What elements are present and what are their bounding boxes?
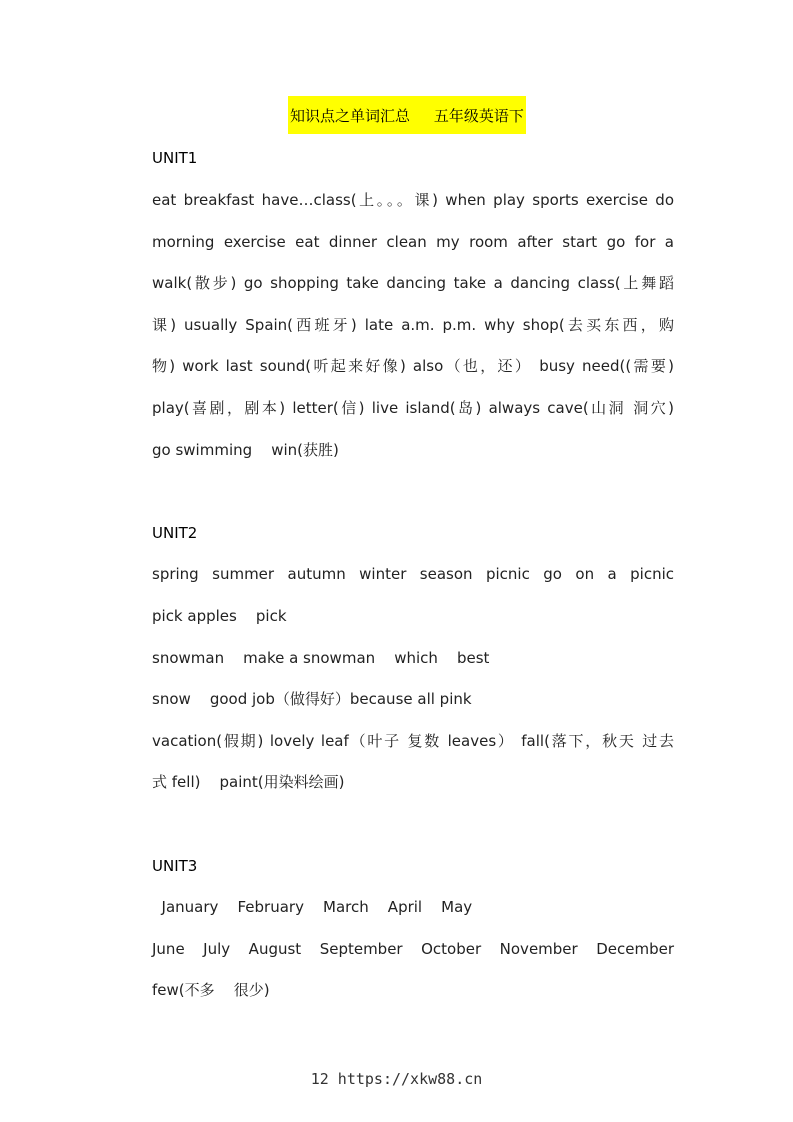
vocab-line: few(不多 很少) [152,981,270,999]
vocab-line: snowman make a snowman which best [152,649,490,667]
vocab-line: pick apples pick [152,607,287,625]
vocab-line: 式 fell) paint(用染料绘画) [152,773,345,791]
vocab-line: 物) work last sound(听起来好像) also（也，还） busy need((需要) [152,357,674,375]
unit-heading: UNIT3 [152,857,198,875]
vocab-line: eat breakfast have…class(上。。。课) when play sports exercise do [152,191,674,209]
vocab-line: June July August September October November December [152,940,674,958]
page-footer: 12 https://xkw88.cn [310,1070,483,1088]
vocab-line: morning exercise eat dinner clean my room after start go for a [152,233,674,251]
vocab-line: 课) usually Spain(西班牙) late a.m. p.m. why shop(去买东西，购 [152,316,674,334]
vocab-line: go swimming win(获胜) [152,441,339,459]
vocab-line: vacation(假期) lovely leaf（叶子 复数 leaves） fall(落下，秋天 过去 [152,732,674,750]
vocab-line: snow good job（做得好）because all pink [152,690,472,708]
page-title: 知识点之单词汇总 五年级英语下 [288,96,526,134]
vocab-line: spring summer autumn winter season picnic go on a picnic [152,565,674,583]
unit-heading: UNIT1 [152,149,198,167]
vocab-line: January February March April May [152,898,473,916]
unit-heading: UNIT2 [152,524,198,542]
vocab-line: play(喜剧，剧本) letter(信) live island(岛) always cave(山洞 洞穴) [152,399,674,417]
vocab-line: walk(散步) go shopping take dancing take a dancing class(上舞蹈 [152,274,674,292]
